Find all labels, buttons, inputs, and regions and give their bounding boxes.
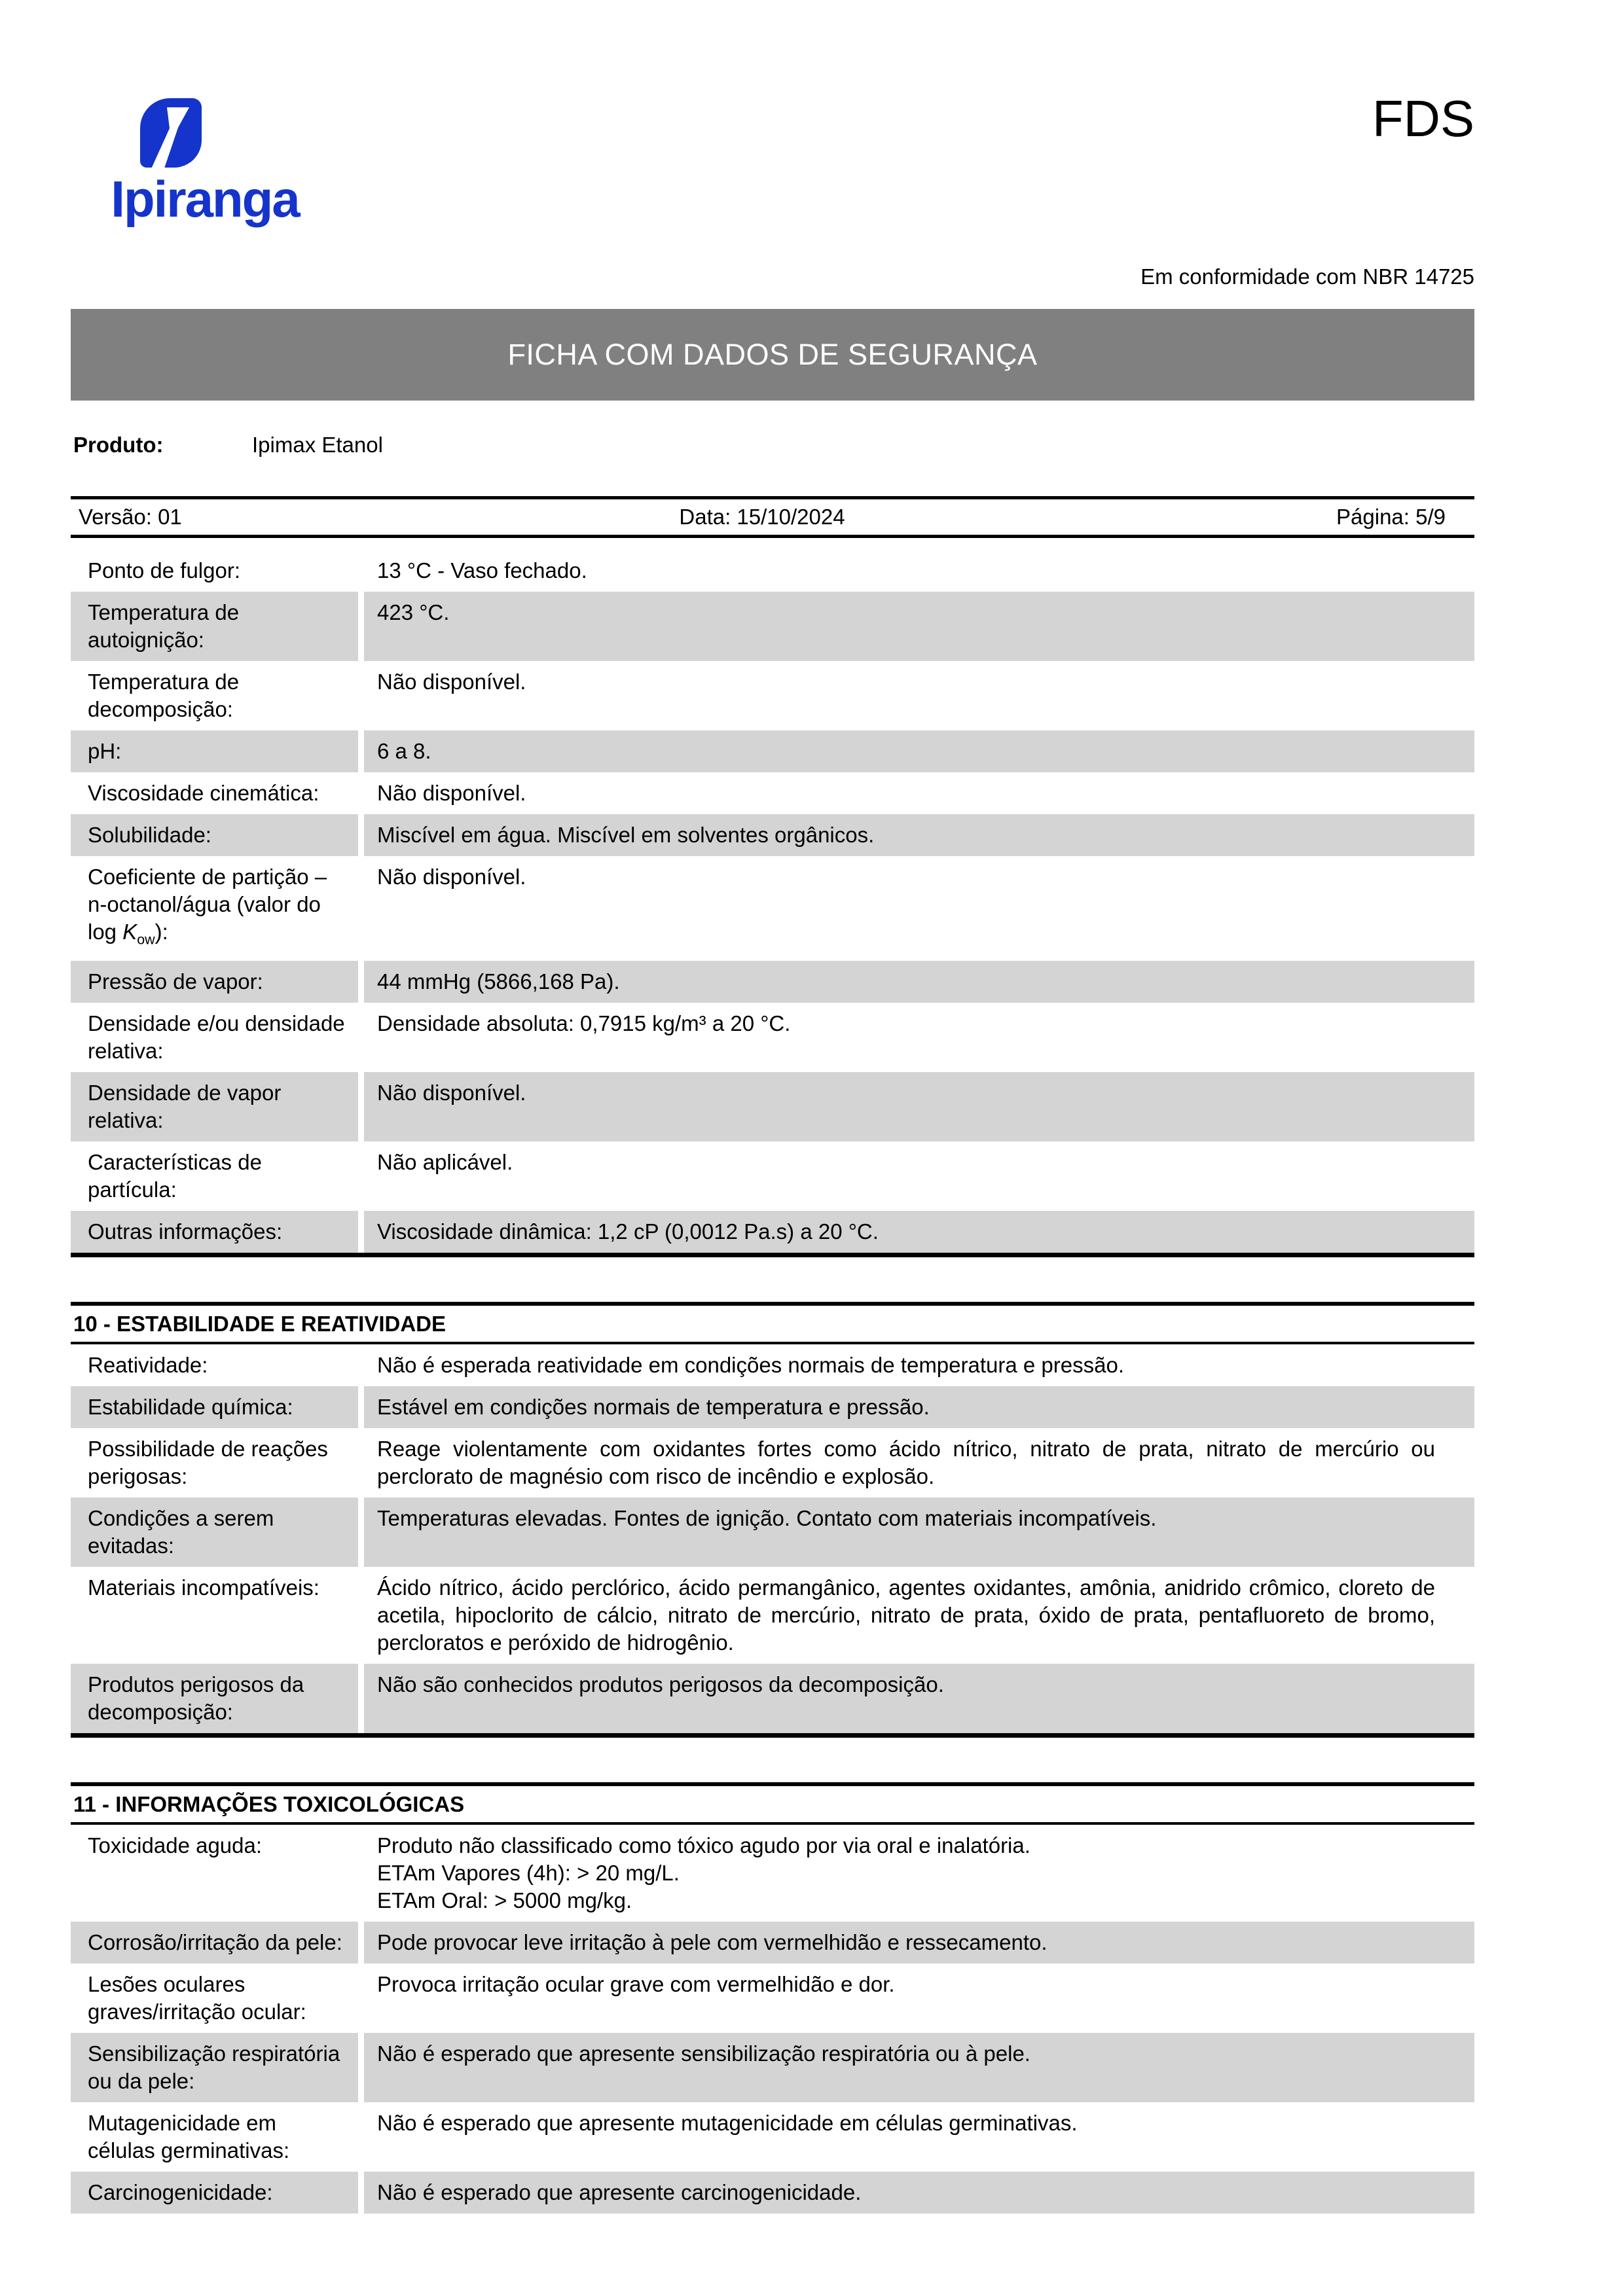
product-value: Ipimax Etanol — [252, 433, 383, 457]
row-label: Temperatura de decomposição: — [88, 670, 240, 721]
row-value: Não aplicável. — [377, 1149, 513, 1174]
table-row — [71, 661, 1474, 730]
ipiranga-logo-mark — [140, 98, 202, 168]
row-label: pH: — [71, 730, 358, 772]
row-value: Provoca irritação ocular grave com vermelhidão e dor. — [377, 1971, 895, 1996]
section-10-title: 10 - ESTABILIDADE E REATIVIDADE — [73, 1311, 447, 1336]
row-value: Temperaturas elevadas. Fontes de ignição. Contato com materiais incompatíveis. — [364, 1498, 1474, 1567]
row-label: Solubilidade: — [71, 814, 358, 856]
section-11-header — [71, 1782, 1474, 1825]
row-label: Ponto de fulgor: — [88, 558, 240, 583]
table-row — [71, 856, 1474, 961]
row-value-line: ETAm Vapores (4h): > 20 mg/L. — [377, 1860, 680, 1885]
row-label: Pressão de vapor: — [71, 961, 358, 1003]
table-row — [71, 1664, 1474, 1733]
row-value: Reage violentamente com oxidantes fortes como ácido nítrico, nitrato de prata, nitrato de mercúrio ou perclorato de magnésio com risco de incêndio e explosão. — [377, 1436, 1435, 1488]
row-label: Toxicidade aguda: — [88, 1833, 263, 1857]
row-value: Não disponível. — [364, 1072, 1474, 1141]
table-row — [71, 1072, 1474, 1141]
ipiranga-logo — [90, 0, 319, 236]
title-bar — [71, 309, 1474, 401]
page-number-text: Página: 5/9 — [1336, 505, 1446, 529]
table-row — [71, 1825, 1474, 1922]
table-row — [71, 1567, 1474, 1664]
version-text: Versão: 01 — [79, 505, 182, 529]
table-row — [71, 1498, 1474, 1567]
table-row — [71, 1003, 1474, 1072]
row-value: 13 °C - Vaso fechado. — [377, 558, 587, 583]
row-value: 423 °C. — [364, 592, 1474, 661]
row-value: Densidade absoluta: 0,7915 kg/m³ a 20 °C. — [377, 1011, 791, 1035]
row-value: Ácido nítrico, ácido perclórico, ácido permangânico, agentes oxidantes, amônia, anidrido crômico, cloreto de acetila, hipoclorito de cálcio, nitrato de mercúrio, nitrato de prata, óxido de prata, pentafluoreto de bromo, percloratos e peróxido de hidrogênio. — [377, 1575, 1435, 1655]
row-value: Não é esperado que apresente sensibilização respiratória ou à pele. — [364, 2033, 1474, 2102]
page-content — [71, 0, 1474, 2214]
section-10-header — [71, 1302, 1474, 1344]
row-label: Carcinogenicidade: — [71, 2172, 358, 2214]
row-value: Não é esperado que apresente carcinogenicidade. — [364, 2172, 1474, 2214]
document-title: FICHA COM DADOS DE SEGURANÇA — [507, 338, 1038, 371]
product-label: Produto: — [73, 433, 164, 457]
table-row — [71, 1428, 1474, 1498]
row-label: Densidade de vapor relativa: — [71, 1072, 358, 1141]
page-header — [71, 0, 1474, 309]
row-value-line: ETAm Oral: > 5000 mg/kg. — [377, 1888, 632, 1912]
row-label: Sensibilização respiratória ou da pele: — [71, 2033, 358, 2102]
row-value-line: Produto não classificado como tóxico agudo por via oral e inalatória. — [377, 1833, 1030, 1857]
row-value: Não disponível. — [377, 781, 526, 805]
row-label: Produtos perigosos da decomposição: — [71, 1664, 358, 1733]
product-line — [71, 431, 1474, 459]
version-meta-bar — [71, 496, 1474, 538]
row-value: Não é esperada reatividade em condições normais de temperatura e pressão. — [377, 1352, 1124, 1377]
row-label: Densidade e/ou densidade relativa: — [88, 1011, 345, 1063]
table-row — [71, 1211, 1474, 1253]
row-value — [364, 1825, 1474, 1922]
table-row — [71, 1964, 1474, 2033]
row-label: Corrosão/irritação da pele: — [71, 1922, 358, 1964]
row-value: Não disponível. — [377, 865, 526, 889]
row-value: Não é esperado que apresente mutagenicidade em células germinativas. — [377, 2110, 1078, 2135]
row-label: Reatividade: — [88, 1352, 208, 1377]
table-row — [71, 2033, 1474, 2102]
row-value: Viscosidade dinâmica: 1,2 cP (0,0012 Pa.s) a 20 °C. — [364, 1211, 1474, 1253]
compliance-note: Em conformidade com NBR 14725 — [1140, 264, 1474, 289]
row-label: Lesões oculares graves/irritação ocular: — [88, 1971, 306, 2024]
row-label: Temperatura de autoignição: — [71, 592, 358, 661]
row-value: Estável em condições normais de temperatura e pressão. — [364, 1386, 1474, 1428]
table-row — [71, 550, 1474, 592]
row-value: Não são conhecidos produtos perigosos da decomposição. — [364, 1664, 1474, 1733]
ipiranga-wordmark: Ipiranga — [111, 170, 299, 228]
section-10-table — [71, 1344, 1474, 1738]
table-row — [71, 961, 1474, 1003]
table-row — [71, 1141, 1474, 1211]
row-value: Não disponível. — [377, 670, 526, 694]
row-label: Outras informações: — [71, 1211, 358, 1253]
section-11-toxicologicas — [71, 1782, 1474, 2214]
table-row — [71, 814, 1474, 856]
lightning-bolt-icon — [140, 98, 202, 168]
row-label: Características de partícula: — [88, 1149, 262, 1202]
date-text: Data: 15/10/2024 — [679, 505, 845, 529]
row-value: Pode provocar leve irritação à pele com vermelhidão e ressecamento. — [364, 1922, 1474, 1964]
section-10-estabilidade — [71, 1302, 1474, 1738]
row-label: Condições a serem evitadas: — [71, 1498, 358, 1567]
table-row — [71, 2172, 1474, 2214]
row-value: Miscível em água. Miscível em solventes orgânicos. — [364, 814, 1474, 856]
physical-properties-table — [71, 550, 1474, 1257]
row-label: Mutagenicidade em células germinativas: — [88, 2110, 290, 2162]
row-label: Estabilidade química: — [71, 1386, 358, 1428]
row-value: 44 mmHg (5866,168 Pa). — [364, 961, 1474, 1003]
table-row — [71, 1386, 1474, 1428]
table-row — [71, 2102, 1474, 2172]
table-row — [71, 1344, 1474, 1386]
doc-code-fds: FDS — [1372, 90, 1474, 147]
table-row — [71, 1922, 1474, 1964]
row-label: Possibilidade de reações perigosas: — [88, 1436, 328, 1488]
row-label: Materiais incompatíveis: — [88, 1575, 319, 1600]
section-11-title: 11 - INFORMAÇÕES TOXICOLÓGICAS — [73, 1791, 465, 1816]
row-label: Coeficiente de partição – n-octanol/água (valor do $\log K_{ow}$): — [88, 865, 327, 948]
table-row — [71, 592, 1474, 661]
row-value: 6 a 8. — [364, 730, 1474, 772]
table-row — [71, 772, 1474, 814]
section-11-table — [71, 1825, 1474, 2214]
table-row — [71, 730, 1474, 772]
row-label: Viscosidade cinemática: — [88, 781, 319, 805]
